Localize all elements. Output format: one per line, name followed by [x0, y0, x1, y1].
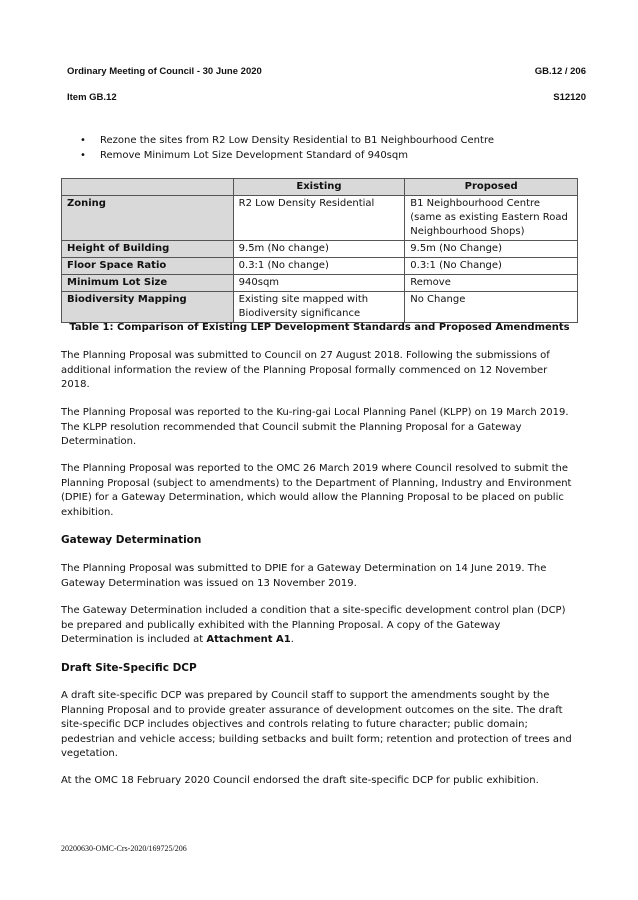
header-existing: Existing — [233, 179, 405, 196]
document-reference: 20200630-OMC-Crs-2020/169725/206 — [61, 844, 187, 853]
cell-proposed: 0.3:1 (No Change) — [405, 258, 578, 275]
table-caption: Table 1: Comparison of Existing LEP Development Standards and Proposed Amendments — [69, 322, 570, 333]
table-row — [62, 292, 578, 323]
row-label: Minimum Lot Size — [62, 275, 234, 292]
paragraph-end: . — [290, 634, 294, 645]
paragraph: The Planning Proposal was submitted to Council on 27 August 2018. Following the submissions of additional information the review of the Planning Proposal formally commenced on 12 November 2018. — [61, 350, 550, 390]
page-header-top — [67, 66, 586, 77]
header-blank — [62, 179, 234, 196]
cell-existing: 940sqm — [233, 275, 405, 292]
table-row — [62, 241, 578, 258]
list-item: • Remove Minimum Lot Size Development Standard of 940sqm — [80, 148, 494, 163]
paragraph: At the OMC 18 February 2020 Council endorsed the draft site-specific DCP for public exhibition. — [61, 775, 539, 786]
table-row — [62, 275, 578, 292]
file-code: S12120 — [553, 92, 586, 103]
cell-existing: Existing site mapped with Biodiversity significance — [233, 292, 405, 323]
row-label: Floor Space Ratio — [62, 258, 234, 275]
comparison-table — [61, 178, 578, 323]
amendment-list — [80, 133, 494, 163]
page-reference: GB.12 / 206 — [534, 66, 586, 77]
table-row — [62, 196, 578, 241]
row-label: Height of Building — [62, 241, 234, 258]
header-proposed: Proposed — [405, 179, 578, 196]
attachment-reference: Attachment A1 — [206, 634, 291, 645]
table-row — [62, 258, 578, 275]
cell-proposed: No Change — [405, 292, 578, 323]
cell-existing: R2 Low Density Residential — [233, 196, 405, 241]
paragraph: The Planning Proposal was submitted to DPIE for a Gateway Determination on 14 June 2019. The Gateway Determination was issued on 13 November 2019. — [61, 563, 547, 589]
item-number: Item GB.12 — [67, 92, 117, 103]
table-header-row — [62, 179, 578, 196]
cell-existing: 9.5m (No change) — [233, 241, 405, 258]
list-item: • Rezone the sites from R2 Low Density Residential to B1 Neighbourhood Centre — [80, 133, 494, 148]
row-label: Zoning — [62, 196, 234, 241]
cell-proposed: B1 Neighbourhood Centre (same as existing Eastern Road Neighbourhood Shops) — [405, 196, 578, 241]
page-header-item — [67, 92, 586, 103]
section-heading: Draft Site-Specific DCP — [61, 662, 197, 674]
section-heading: Gateway Determination — [61, 534, 202, 546]
cell-proposed: Remove — [405, 275, 578, 292]
paragraph — [61, 604, 575, 648]
paragraph: The Planning Proposal was reported to the OMC 26 March 2019 where Council resolved to submit the Planning Proposal (subject to amendments) to the Department of Planning, Industry and Environment (DPIE) for a Gateway Determination, which would allow the Planning Proposal to be placed on public exhibition. — [61, 463, 572, 518]
cell-proposed: 9.5m (No Change) — [405, 241, 578, 258]
row-label: Biodiversity Mapping — [62, 292, 234, 323]
cell-existing: 0.3:1 (No change) — [233, 258, 405, 275]
meeting-title: Ordinary Meeting of Council - 30 June 2020 — [67, 66, 262, 77]
paragraph: The Planning Proposal was reported to the Ku-ring-gai Local Planning Panel (KLPP) on 19 March 2019. The KLPP resolution recommended that Council submit the Planning Proposal for a Gateway Determination. — [61, 407, 569, 447]
paragraph: A draft site-specific DCP was prepared by Council staff to support the amendments sought by the Planning Proposal and to provide greater assurance of development outcomes on the site. The draft site-specific DCP includes objectives and controls relating to future character; public domain; pedestrian and vehicle access; building setbacks and built form; retention and protection of trees and vegetation. — [61, 690, 572, 759]
paragraph-text: The Gateway Determination included a condition that a site-specific development control plan (DCP) be prepared and publically exhibited with the Planning Proposal. A copy of the Gateway Determination is included at — [61, 605, 566, 645]
